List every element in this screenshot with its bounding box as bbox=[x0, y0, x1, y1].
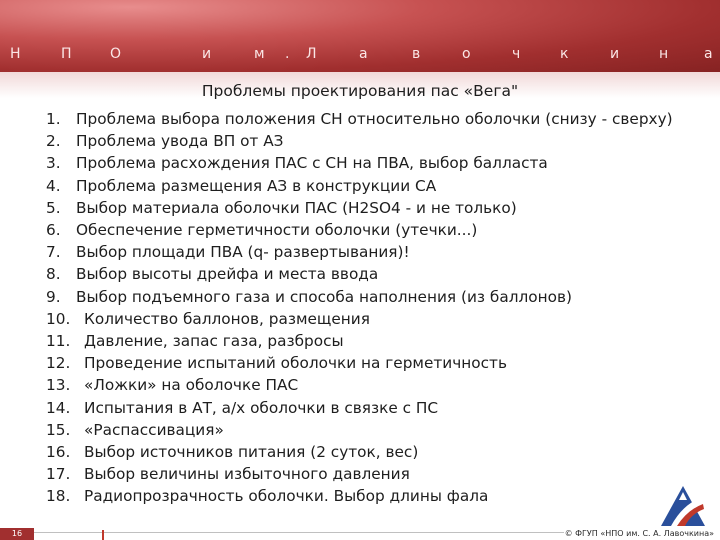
list-item bbox=[46, 441, 686, 463]
item-number: 13. bbox=[46, 376, 71, 395]
item-text: Обеспечение герметичности оболочки (утечки...) bbox=[76, 221, 478, 240]
header-letter: а bbox=[704, 46, 713, 62]
footer-copyright: © ФГУП «НПО им. С. А. Лавочкина» bbox=[564, 529, 714, 538]
item-number: 6. bbox=[46, 221, 61, 240]
item-text: Выбор высоты дрейфа и места ввода bbox=[76, 265, 379, 284]
header-banner bbox=[0, 0, 720, 72]
item-text: Выбор величины избыточного давления bbox=[84, 465, 410, 484]
list-item bbox=[46, 485, 686, 507]
item-number: 9. bbox=[46, 287, 61, 306]
header-letter: . bbox=[285, 46, 290, 62]
list-item bbox=[46, 219, 686, 241]
item-text: «Распассивация» bbox=[84, 420, 224, 439]
list-item bbox=[46, 152, 686, 174]
item-number: 16. bbox=[46, 443, 71, 462]
slide-title: Проблемы проектирования пас «Вега" bbox=[201, 82, 519, 100]
list-item bbox=[46, 286, 686, 308]
header-letter: П bbox=[61, 46, 72, 62]
item-text: Выбор подъемного газа и способа наполнения (из баллонов) bbox=[76, 287, 572, 306]
item-text: Выбор площади ПВА (q- развертывания)! bbox=[76, 243, 410, 262]
item-text: Радиопрозрачность оболочки. Выбор длины фала bbox=[84, 487, 489, 506]
item-text: Давление, запас газа, разбросы bbox=[84, 332, 344, 351]
item-number: 2. bbox=[46, 132, 61, 151]
header-letter: а bbox=[359, 46, 368, 62]
list-item bbox=[46, 263, 686, 285]
list-item bbox=[46, 308, 686, 330]
item-number: 1. bbox=[46, 110, 61, 128]
list-item bbox=[46, 374, 686, 396]
item-number: 4. bbox=[46, 176, 61, 195]
header-letter: н bbox=[659, 46, 669, 62]
list-item bbox=[46, 130, 686, 152]
list-item bbox=[46, 397, 686, 419]
item-text: Проблема выбора положения СН относительно оболочки (снизу - сверху) bbox=[76, 110, 673, 128]
item-number: 11. bbox=[46, 332, 71, 351]
item-number: 10. bbox=[46, 309, 71, 328]
item-number: 5. bbox=[46, 198, 61, 217]
item-text: Количество баллонов, размещения bbox=[84, 309, 370, 328]
item-number: 14. bbox=[46, 398, 71, 417]
item-text: Испытания в АТ, а/х оболочки в связке с ПС bbox=[84, 398, 439, 417]
header-letters bbox=[0, 46, 720, 68]
item-text: Проблема увода ВП от АЗ bbox=[76, 132, 284, 151]
list-item bbox=[46, 352, 686, 374]
company-logo-icon bbox=[657, 482, 709, 530]
list-item bbox=[46, 419, 686, 441]
header-letter: к bbox=[560, 46, 569, 62]
item-text: Выбор источников питания (2 суток, вес) bbox=[84, 443, 419, 462]
list-item bbox=[46, 330, 686, 352]
header-letter: О bbox=[110, 46, 122, 62]
problem-list bbox=[46, 108, 686, 508]
item-number: 18. bbox=[46, 487, 71, 506]
list-item bbox=[46, 241, 686, 263]
item-text: Проблема расхождения ПАС с СН на ПВА, выбор балласта bbox=[76, 154, 548, 173]
list-item bbox=[46, 463, 686, 485]
footer-marker bbox=[102, 530, 104, 540]
list-item bbox=[46, 108, 686, 130]
item-number: 8. bbox=[46, 265, 61, 284]
list-item bbox=[46, 175, 686, 197]
header-letter: и bbox=[610, 46, 620, 62]
header-letter: о bbox=[462, 46, 471, 62]
header-letter: Л bbox=[306, 46, 317, 62]
item-number: 3. bbox=[46, 154, 61, 173]
header-letter: м bbox=[254, 46, 265, 62]
header-letter: и bbox=[202, 46, 212, 62]
list-item bbox=[46, 197, 686, 219]
item-number: 17. bbox=[46, 465, 71, 484]
header-letter: в bbox=[412, 46, 421, 62]
item-number: 7. bbox=[46, 243, 61, 262]
page-number: 16 bbox=[11, 529, 23, 538]
item-number: 15. bbox=[46, 420, 71, 439]
item-text: Выбор материала оболочки ПАС (H2SO4 - и не только) bbox=[76, 198, 517, 217]
item-text: «Ложки» на оболочке ПАС bbox=[84, 376, 299, 395]
header-letter: ч bbox=[512, 46, 521, 62]
footer-divider bbox=[34, 532, 564, 533]
item-text: Проблема размещения АЗ в конструкции СА bbox=[76, 176, 437, 195]
item-number: 12. bbox=[46, 354, 71, 373]
item-text: Проведение испытаний оболочки на герметичность bbox=[84, 354, 507, 373]
header-letter: Н bbox=[10, 46, 21, 62]
